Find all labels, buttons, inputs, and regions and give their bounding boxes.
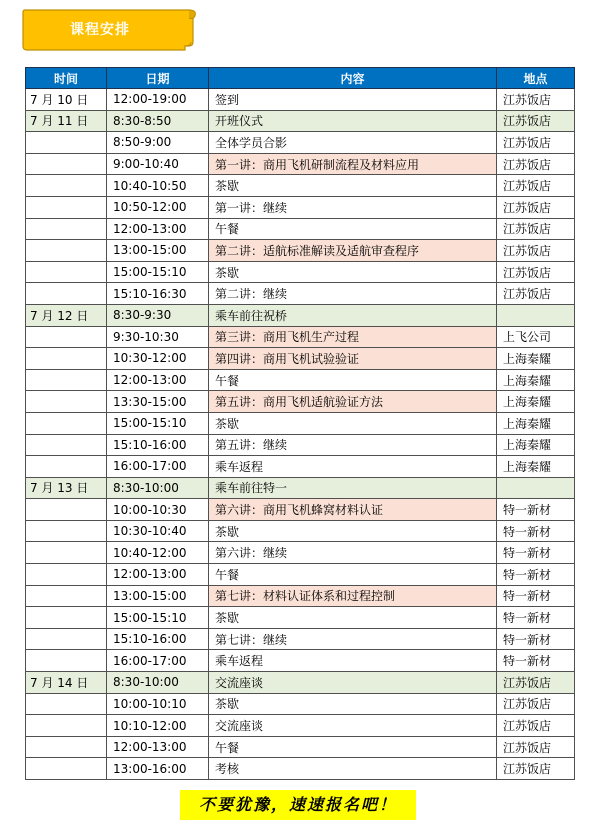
day-cell [26,240,107,262]
table-row [26,369,575,391]
place-cell: 特一新材 [497,542,575,564]
content-cell: 第五讲：继续 [209,434,497,456]
time-cell: 10:30-10:40 [107,520,209,542]
content-cell: 乘车前往祝桥 [209,304,497,326]
header-time: 时间 [26,68,107,89]
header-content: 内容 [209,68,497,89]
place-cell: 江苏饭店 [497,196,575,218]
place-cell: 江苏饭店 [497,672,575,694]
place-cell: 上飞公司 [497,326,575,348]
place-cell: 上海秦耀 [497,391,575,413]
schedule-table [25,67,575,780]
time-cell: 10:00-10:10 [107,693,209,715]
place-cell: 上海秦耀 [497,434,575,456]
table-row [26,240,575,262]
table-row [26,391,575,413]
table-row [26,175,575,197]
slogan-banner: 不要犹豫，速速报名吧！ [180,790,416,820]
time-cell: 16:00-17:00 [107,650,209,672]
place-cell: 上海秦耀 [497,348,575,370]
time-cell: 10:40-12:00 [107,542,209,564]
table-row [26,650,575,672]
content-cell: 第一讲：商用飞机研制流程及材料应用 [209,153,497,175]
place-cell [497,477,575,499]
table-row [26,758,575,780]
place-cell: 江苏饭店 [497,218,575,240]
content-cell: 乘车返程 [209,650,497,672]
time-cell: 10:10-12:00 [107,715,209,737]
place-cell: 江苏饭店 [497,89,575,111]
table-row [26,196,575,218]
place-cell: 特一新材 [497,585,575,607]
day-cell [26,499,107,521]
table-row [26,542,575,564]
place-cell [497,304,575,326]
table-row [26,715,575,737]
table-row [26,412,575,434]
time-cell: 8:50-9:00 [107,132,209,154]
time-cell: 8:30-8:50 [107,110,209,132]
header-date: 日期 [107,68,209,89]
content-cell: 考核 [209,758,497,780]
place-cell: 上海秦耀 [497,412,575,434]
time-cell: 10:40-10:50 [107,175,209,197]
day-cell [26,132,107,154]
place-cell: 江苏饭店 [497,283,575,305]
day-cell: 7 月 11 日 [26,110,107,132]
time-cell: 13:00-15:00 [107,240,209,262]
table-row [26,456,575,478]
day-cell [26,715,107,737]
content-cell: 茶歇 [209,412,497,434]
day-cell: 7 月 14 日 [26,672,107,694]
content-cell: 第七讲：继续 [209,628,497,650]
table-row [26,261,575,283]
table-header-row [26,68,575,89]
content-cell: 乘车返程 [209,456,497,478]
content-cell: 乘车前往特一 [209,477,497,499]
content-cell: 签到 [209,89,497,111]
table-row [26,304,575,326]
time-cell: 15:00-15:10 [107,607,209,629]
table-row [26,110,575,132]
time-cell: 12:00-13:00 [107,564,209,586]
time-cell: 13:00-15:00 [107,585,209,607]
day-cell [26,261,107,283]
place-cell: 江苏饭店 [497,736,575,758]
place-cell: 江苏饭店 [497,261,575,283]
table-row [26,736,575,758]
time-cell: 12:00-13:00 [107,736,209,758]
day-cell [26,456,107,478]
content-cell: 第二讲：适航标准解读及适航审查程序 [209,240,497,262]
place-cell: 江苏饭店 [497,132,575,154]
day-cell [26,326,107,348]
day-cell [26,434,107,456]
table-row [26,326,575,348]
content-cell: 交流座谈 [209,672,497,694]
content-cell: 开班仪式 [209,110,497,132]
header-place: 地点 [497,68,575,89]
table-row [26,283,575,305]
time-cell: 8:30-10:00 [107,672,209,694]
day-cell [26,758,107,780]
place-cell: 特一新材 [497,628,575,650]
place-cell: 特一新材 [497,564,575,586]
time-cell: 13:00-16:00 [107,758,209,780]
time-cell: 12:00-13:00 [107,218,209,240]
content-cell: 第六讲：商用飞机蜂窝材料认证 [209,499,497,521]
content-cell: 第六讲：继续 [209,542,497,564]
place-cell: 特一新材 [497,607,575,629]
time-cell: 15:10-16:00 [107,434,209,456]
day-cell [26,564,107,586]
place-cell: 江苏饭店 [497,758,575,780]
content-cell: 第三讲：商用飞机生产过程 [209,326,497,348]
content-cell: 第七讲：材料认证体系和过程控制 [209,585,497,607]
content-cell: 茶歇 [209,520,497,542]
day-cell [26,693,107,715]
time-cell: 15:10-16:30 [107,283,209,305]
day-cell [26,520,107,542]
time-cell: 9:30-10:30 [107,326,209,348]
day-cell [26,391,107,413]
time-cell: 12:00-13:00 [107,369,209,391]
content-cell: 午餐 [209,369,497,391]
day-cell [26,628,107,650]
time-cell: 15:10-16:00 [107,628,209,650]
time-cell: 15:00-15:10 [107,261,209,283]
content-cell: 第一讲：继续 [209,196,497,218]
banner-title: 课程安排 [70,22,130,38]
table-row [26,153,575,175]
content-cell: 午餐 [209,218,497,240]
table-row [26,564,575,586]
day-cell [26,196,107,218]
day-cell [26,607,107,629]
time-cell: 12:00-19:00 [107,89,209,111]
table-row [26,218,575,240]
place-cell: 江苏饭店 [497,240,575,262]
day-cell [26,542,107,564]
day-cell [26,369,107,391]
time-cell: 16:00-17:00 [107,456,209,478]
content-cell: 第四讲：商用飞机试验验证 [209,348,497,370]
content-cell: 午餐 [209,736,497,758]
place-cell: 上海秦耀 [497,369,575,391]
time-cell: 10:00-10:30 [107,499,209,521]
content-cell: 茶歇 [209,175,497,197]
place-cell: 江苏饭店 [497,175,575,197]
day-cell: 7 月 13 日 [26,477,107,499]
table-row [26,477,575,499]
day-cell [26,736,107,758]
content-cell: 第五讲：商用飞机适航验证方法 [209,391,497,413]
time-cell: 10:30-12:00 [107,348,209,370]
content-cell: 茶歇 [209,261,497,283]
day-cell [26,412,107,434]
table-row [26,89,575,111]
place-cell: 上海秦耀 [497,456,575,478]
place-cell: 特一新材 [497,520,575,542]
table-row [26,672,575,694]
title-banner [21,8,197,52]
table-row [26,132,575,154]
place-cell: 特一新材 [497,650,575,672]
place-cell: 江苏饭店 [497,693,575,715]
time-cell: 15:00-15:10 [107,412,209,434]
time-cell: 9:00-10:40 [107,153,209,175]
day-cell [26,348,107,370]
schedule-body [26,89,575,780]
day-cell [26,585,107,607]
table-row [26,499,575,521]
day-cell [26,153,107,175]
content-cell: 全体学员合影 [209,132,497,154]
table-row [26,520,575,542]
content-cell: 交流座谈 [209,715,497,737]
content-cell: 第二讲：继续 [209,283,497,305]
day-cell [26,650,107,672]
time-cell: 10:50-12:00 [107,196,209,218]
place-cell: 特一新材 [497,499,575,521]
time-cell: 8:30-9:30 [107,304,209,326]
time-cell: 8:30-10:00 [107,477,209,499]
table-row [26,693,575,715]
day-cell: 7 月 10 日 [26,89,107,111]
day-cell: 7 月 12 日 [26,304,107,326]
content-cell: 茶歇 [209,693,497,715]
content-cell: 茶歇 [209,607,497,629]
content-cell: 午餐 [209,564,497,586]
day-cell [26,283,107,305]
table-row [26,628,575,650]
time-cell: 13:30-15:00 [107,391,209,413]
table-row [26,348,575,370]
day-cell [26,218,107,240]
place-cell: 江苏饭店 [497,110,575,132]
table-row [26,585,575,607]
place-cell: 江苏饭店 [497,715,575,737]
table-row [26,434,575,456]
table-row [26,607,575,629]
place-cell: 江苏饭店 [497,153,575,175]
day-cell [26,175,107,197]
